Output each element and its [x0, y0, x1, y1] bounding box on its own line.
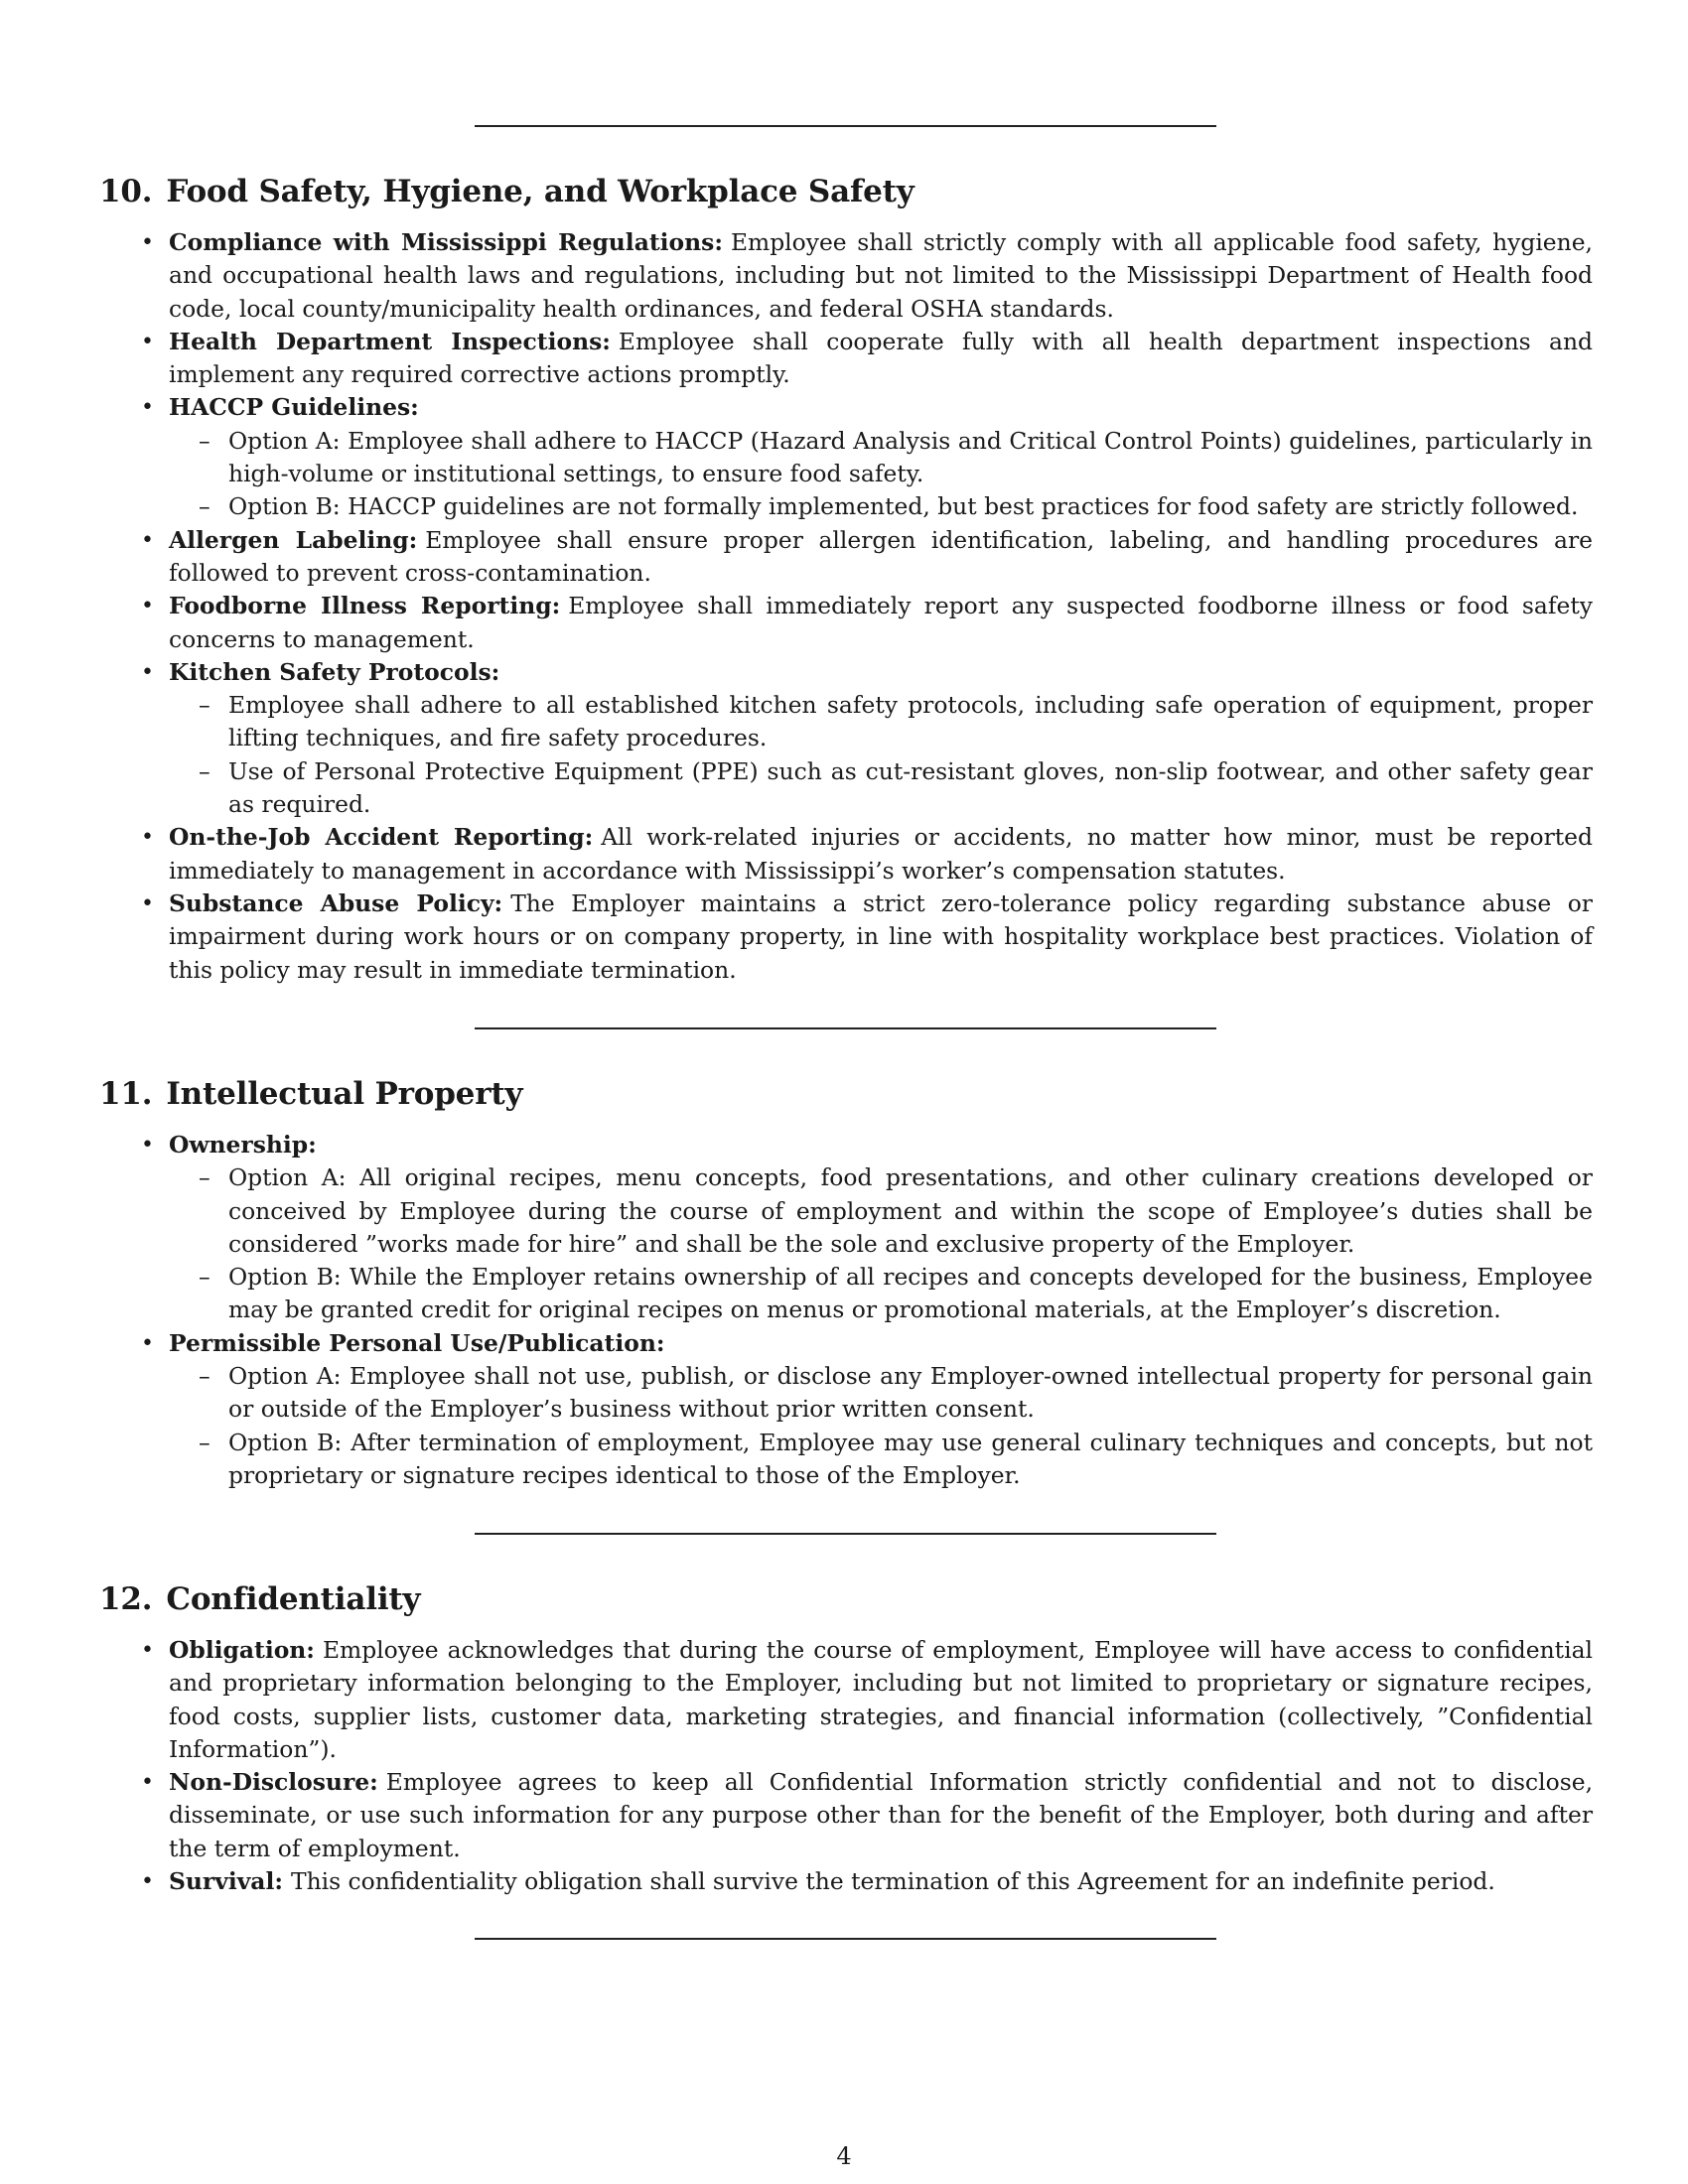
bullet-icon: •: [141, 594, 154, 619]
dash-icon: –: [199, 426, 211, 455]
list-item: [141, 590, 1593, 656]
bullet-icon: •: [141, 1133, 154, 1158]
item-text: All work-related injuries or accidents, no matter how minor, must be reported immediately to management in accordance with Mississippi’s worker’s compensation statutes.: [169, 823, 1593, 885]
item-label: Allergen Labeling:: [169, 525, 418, 554]
item-label: On-the-Job Accident Reporting:: [169, 823, 594, 852]
item-text: Employee shall cooperate fully with all health department inspections and implement any required corrective actions promptly.: [169, 327, 1593, 389]
item-label: HACCP Guidelines:: [169, 393, 419, 422]
sub-list: [169, 425, 1593, 524]
dash-icon: –: [199, 1428, 211, 1456]
sub-item-text: Option A: All original recipes, menu concepts, food presentations, and other culinary creations developed or conceived by Employee during the course of employment and within the scope of Employee’s duties shall be considered ”works made for hire” and shall be the sole and exclusive property of the Employer.: [228, 1163, 1593, 1258]
bullet-icon: •: [141, 1638, 154, 1663]
bullet-icon: •: [141, 1869, 154, 1895]
list-item: [141, 656, 1593, 821]
sub-list-item: [169, 1261, 1593, 1327]
dash-icon: –: [199, 492, 211, 521]
section-12-list: [141, 1634, 1593, 1898]
bullet-icon: •: [141, 825, 154, 851]
item-label: Permissible Personal Use/Publication:: [169, 1328, 665, 1357]
dash-icon: –: [199, 1263, 211, 1292]
bullet-icon: •: [141, 659, 154, 685]
sub-list-item: [169, 1360, 1593, 1427]
list-item: [141, 1634, 1593, 1766]
page-number: 4: [836, 2142, 852, 2170]
sub-list-item: [169, 1427, 1593, 1493]
sub-list-item: [169, 755, 1593, 822]
item-label: Substance Abuse Policy:: [169, 888, 503, 917]
sub-list: [169, 689, 1593, 821]
section-divider: [475, 1938, 1216, 1940]
sub-item-text: Option A: Employee shall adhere to HACCP (Hazard Analysis and Critical Control Points) guidelines, particularly in high-volume or institutional settings, to ensure food safety.: [228, 426, 1593, 488]
sub-list: [169, 1161, 1593, 1326]
item-label: Obligation:: [169, 1636, 315, 1664]
sub-list-item: [169, 490, 1593, 523]
list-item: [141, 524, 1593, 591]
bullet-icon: •: [141, 1770, 154, 1796]
section-divider: [475, 125, 1216, 127]
list-item: [141, 821, 1593, 887]
list-item: [141, 1865, 1593, 1898]
item-label: Foodborne Illness Reporting:: [169, 592, 561, 620]
item-label: Compliance with Mississippi Regulations:: [169, 228, 723, 256]
bullet-icon: •: [141, 527, 154, 553]
item-label: Health Department Inspections:: [169, 327, 611, 355]
list-item: [141, 226, 1593, 326]
list-item: [141, 1766, 1593, 1865]
section-divider: [475, 1027, 1216, 1029]
bullet-icon: •: [141, 230, 154, 255]
dash-icon: –: [199, 756, 211, 785]
sub-item-text: Option B: HACCP guidelines are not formally implemented, but best practices for food safety are strictly followed.: [228, 492, 1579, 521]
sub-item-text: Use of Personal Protective Equipment (PPE) such as cut-resistant gloves, non-slip footwear, and other safety gear as required.: [228, 756, 1593, 819]
item-text: The Employer maintains a strict zero-tolerance policy regarding substance abuse or impairment during work hours or on company property, in line with hospitality workplace best practices. Violation of this policy may result in immediate termination.: [169, 888, 1593, 984]
item-text: Employee shall ensure proper allergen identification, labeling, and handling procedures are followed to prevent cross-contamination.: [169, 525, 1593, 587]
list-item: [141, 1327, 1593, 1492]
list-item: [141, 1129, 1593, 1327]
bullet-icon: •: [141, 395, 154, 421]
bullet-icon: •: [141, 1330, 154, 1356]
item-label: Kitchen Safety Protocols:: [169, 657, 500, 686]
section-10-list: [141, 226, 1593, 987]
section-10-title: 10. Food Safety, Hygiene, and Workplace Safety: [99, 174, 914, 209]
item-text: Employee agrees to keep all Confidential Information strictly confidential and not to disclose, disseminate, or use such information for any purpose other than for the benefit of the Employer, both during and after the term of employment.: [169, 1768, 1593, 1862]
item-label: Ownership:: [169, 1131, 317, 1159]
sub-list-item: [169, 689, 1593, 755]
item-label: Non-Disclosure:: [169, 1768, 378, 1797]
item-text: Employee shall strictly comply with all applicable food safety, hygiene, and occupational health laws and regulations, including but not limited to the Mississippi Department of Health food code, local county/municipality health ordinances, and federal OSHA standards.: [169, 228, 1593, 323]
list-item: [141, 391, 1593, 523]
item-label: Survival:: [169, 1867, 283, 1896]
sub-list-item: [169, 1161, 1593, 1261]
section-11-title: 11. Intellectual Property: [99, 1076, 523, 1112]
bullet-icon: •: [141, 890, 154, 916]
item-text: This confidentiality obligation shall survive the termination of this Agreement for an indefinite period.: [290, 1867, 1495, 1896]
sub-item-text: Option B: While the Employer retains ownership of all recipes and concepts developed for the business, Employee may be granted credit for original recipes on menus or promotional materials, at the Employer’s discretion.: [228, 1263, 1593, 1324]
dash-icon: –: [199, 691, 211, 720]
sub-item-text: Option A: Employee shall not use, publish, or disclose any Employer-owned intellectual property for personal gain or outside of the Employer’s business without prior written consent.: [228, 1362, 1593, 1424]
section-11-list: [141, 1129, 1593, 1492]
sub-list-item: [169, 425, 1593, 491]
dash-icon: –: [199, 1163, 211, 1192]
sub-item-text: Employee shall adhere to all established kitchen safety protocols, including safe operation of equipment, proper lifting techniques, and fire safety procedures.: [228, 691, 1593, 752]
section-12-title: 12. Confidentiality: [99, 1581, 421, 1617]
bullet-icon: •: [141, 329, 154, 354]
sub-item-text: Option B: After termination of employment, Employee may use general culinary techniques and concepts, but not proprietary or signature recipes identical to those of the Employer.: [228, 1428, 1593, 1489]
list-item: [141, 887, 1593, 987]
list-item: [141, 326, 1593, 392]
item-text: Employee shall immediately report any suspected foodborne illness or food safety concerns to management.: [169, 592, 1593, 653]
section-divider: [475, 1533, 1216, 1535]
dash-icon: –: [199, 1362, 211, 1391]
sub-list: [169, 1360, 1593, 1492]
item-text: Employee acknowledges that during the course of employment, Employee will have access to confidential and proprietary information belonging to the Employer, including but not limited to proprietary or signature recipes, food costs, supplier lists, customer data, marketing strategies, and financial information (collectively, ”Confidential Information”).: [169, 1636, 1593, 1763]
